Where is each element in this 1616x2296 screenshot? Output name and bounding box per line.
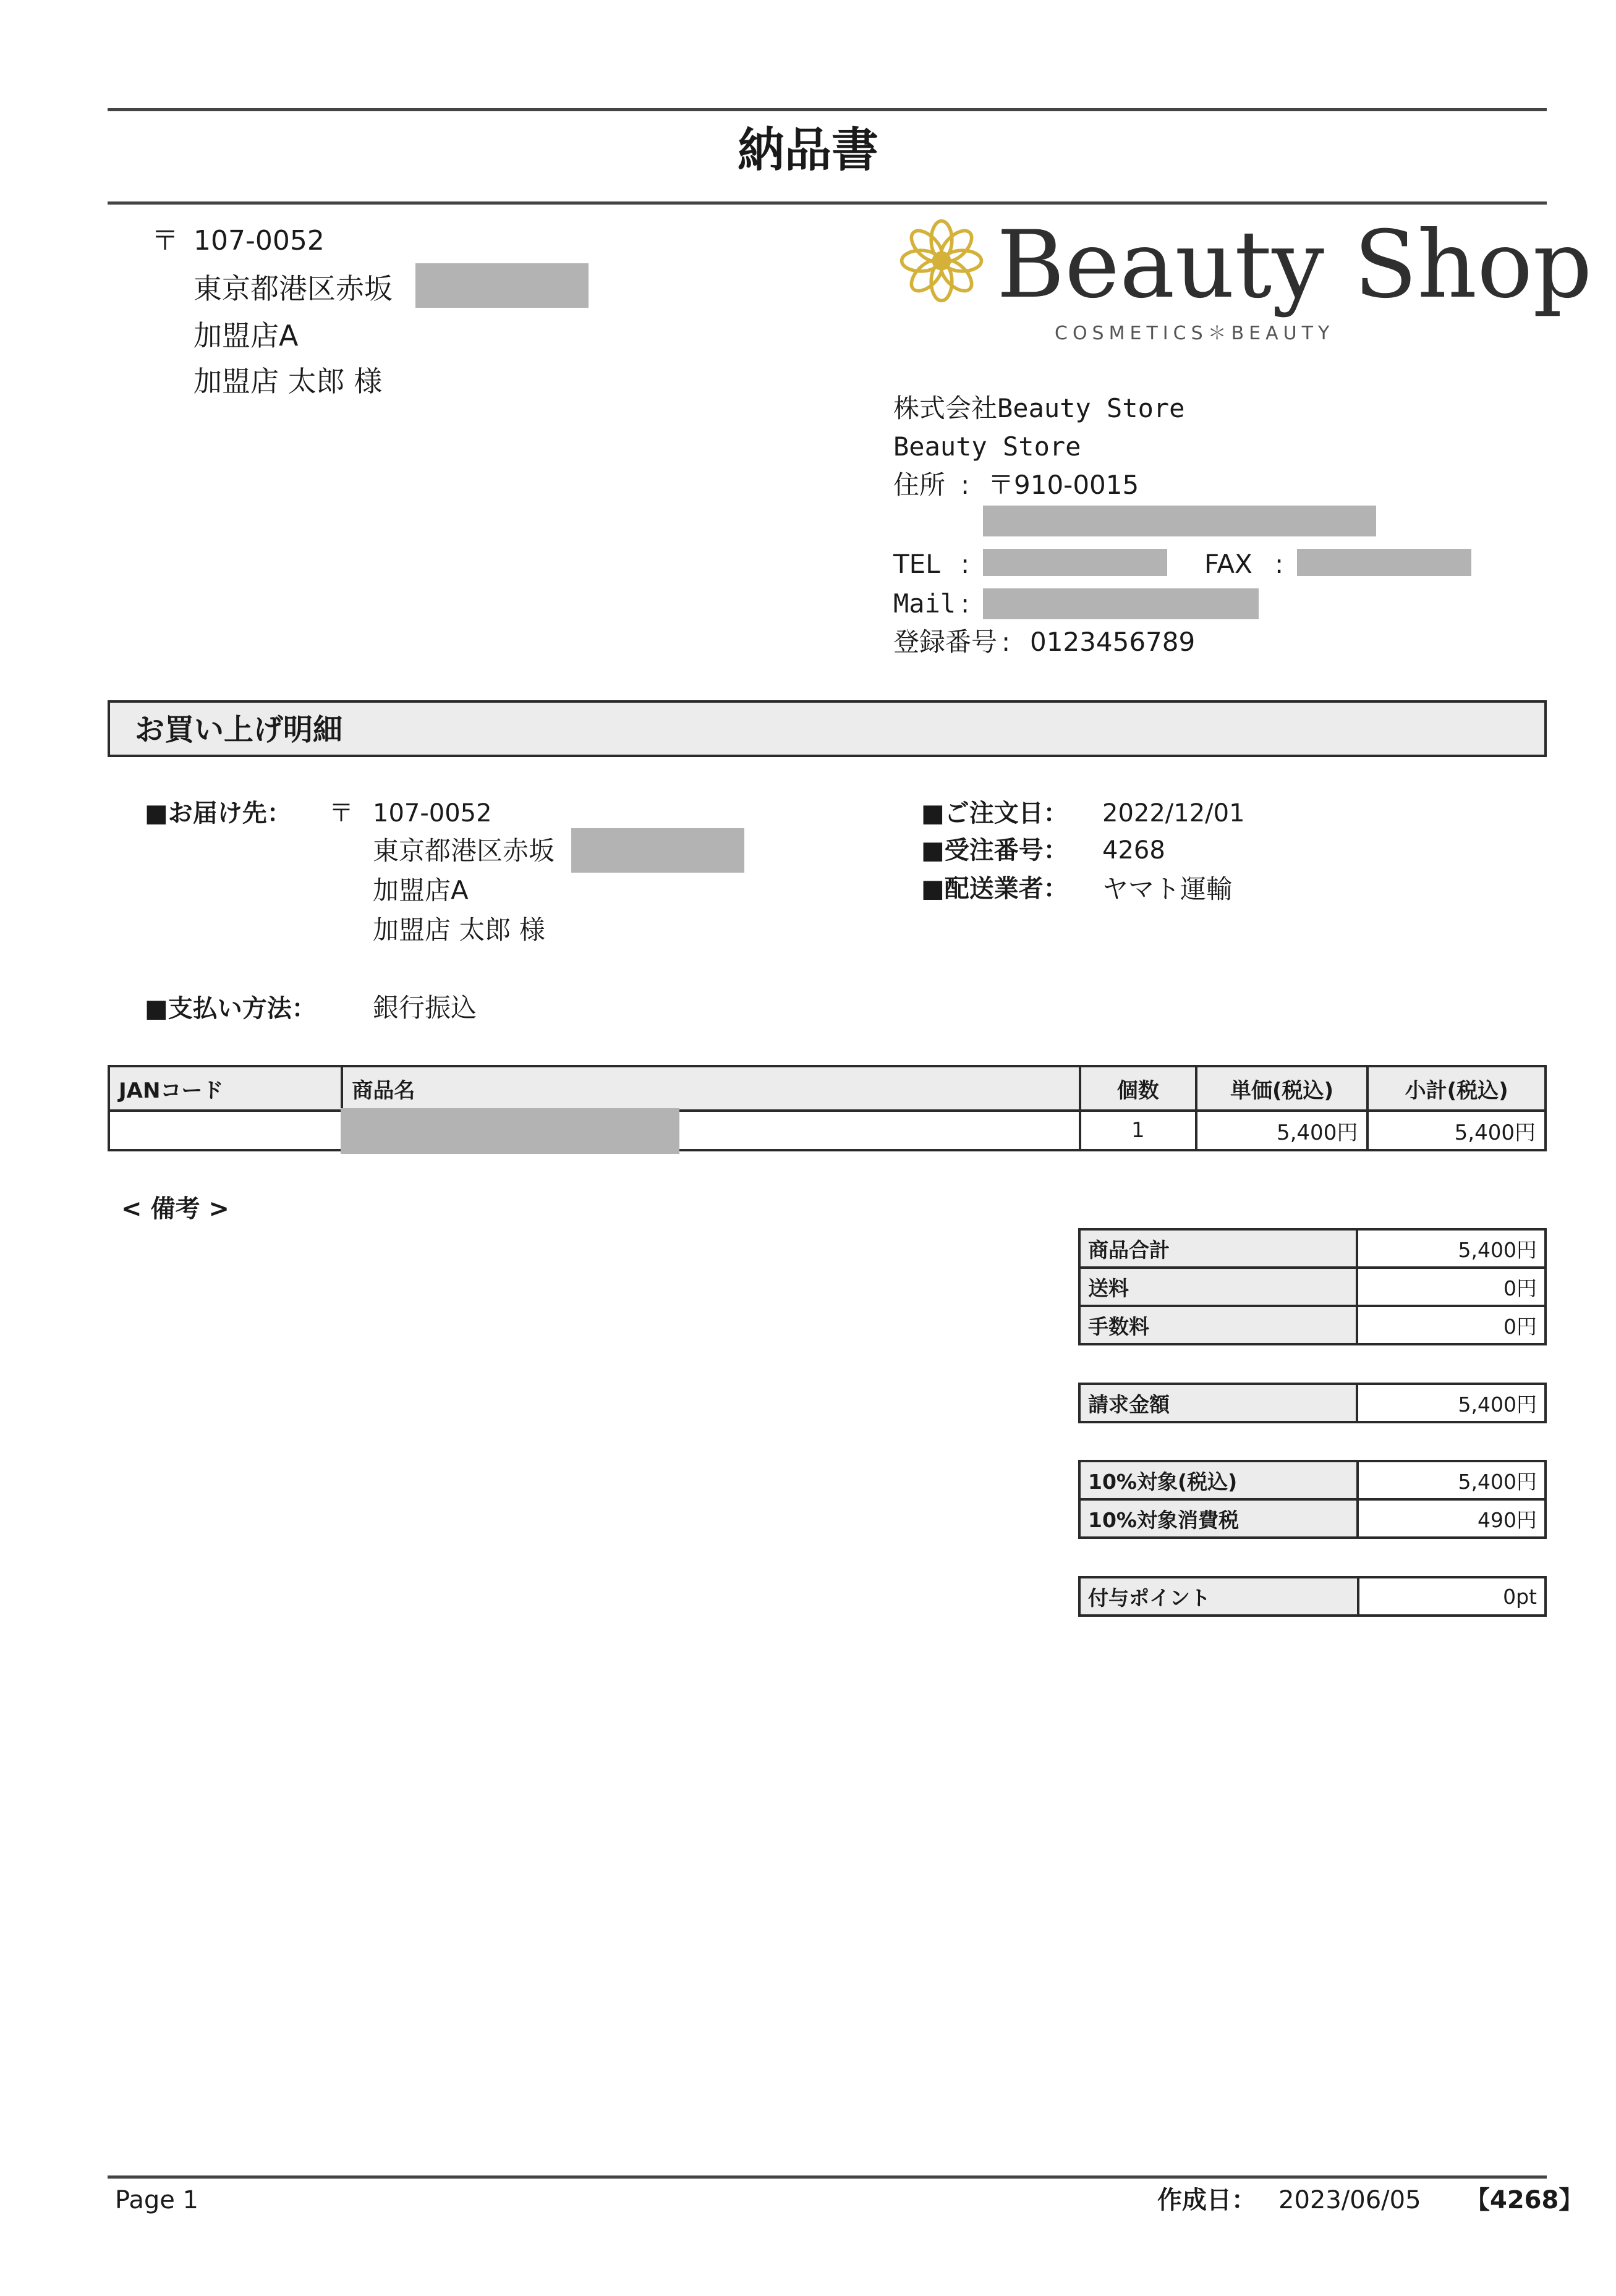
delivery-label: ■お届け先： [145,799,292,828]
item-subtotal: 5,400円 [1367,1111,1546,1150]
table-row [1079,1384,1546,1422]
order-date: 2022/12/01 [1102,799,1245,828]
order-no-label: ■受注番号： [921,836,1068,865]
table-row [1079,1229,1546,1268]
items-header-row [109,1066,1546,1111]
carrier-label: ■配送業者： [921,875,1068,903]
sender-reg-colon: : [1001,627,1011,657]
item-jan [109,1111,342,1150]
sender-mail-colon: : [961,588,970,619]
shipping-label: 送料 [1079,1268,1357,1306]
recipient-address: 東京都港区赤坂 [193,272,393,305]
recipient-name: 加盟店 太郎 様 [193,365,383,398]
delivery-address: 東京都港区赤坂 [373,836,555,866]
notes-label: < 備考 > [121,1195,229,1223]
payment-label: ■支払い方法： [145,994,317,1023]
points-value: 0pt [1358,1577,1546,1616]
sender-fax-colon: : [1275,549,1284,579]
sender-address-value: 〒910-0015 [988,470,1139,500]
billing-value: 5,400円 [1357,1384,1546,1422]
sender-address-label: 住所 [893,470,946,500]
totals-table [1078,1228,1547,1345]
sender-tel-colon: : [961,549,970,579]
recipient-postal-code: 107-0052 [193,225,325,256]
table-row [1079,1461,1546,1499]
item-qty: 1 [1080,1111,1196,1150]
tax-table [1078,1460,1547,1539]
details-section-title: お買い上げ明細 [135,713,343,747]
tax10-value: 490円 [1358,1499,1546,1538]
billing-label: 請求金額 [1079,1384,1357,1422]
recipient-postal-mark: 〒 [151,225,179,256]
order-no: 4268 [1102,836,1165,865]
table-row [109,1111,1546,1150]
items-table [108,1065,1547,1151]
sender-fax-label: FAX [1204,549,1252,579]
details-section-header [108,700,1547,757]
sender-store: Beauty Store [893,431,1081,462]
footer-page: Page 1 [115,2186,198,2214]
footer-order-ref: 【4268】 [1465,2186,1584,2214]
carrier-value: ヤマト運輸 [1102,874,1233,904]
logo-text: Beauty Shop [997,211,1593,319]
sender-company: 株式会社Beauty Store [893,393,1185,423]
sender-reg-value: 0123456789 [1030,627,1196,657]
fee-label: 手数料 [1079,1306,1357,1344]
goods-total-label: 商品合計 [1079,1229,1357,1268]
item-name-cell [342,1111,1080,1150]
sender-mail-label: Mail [893,588,956,619]
delivery-postal-code: 107-0052 [373,799,492,828]
sender-address-colon: : [961,470,970,500]
footer-rule [108,2175,1547,2179]
col-name-header: 商品名 [342,1066,1080,1111]
points-label: 付与ポイント [1079,1577,1358,1616]
redacted-block [983,506,1376,536]
col-qty-header: 個数 [1080,1066,1196,1111]
footer-created-date: 2023/06/05 [1278,2186,1421,2214]
col-jan-header: JANコード [109,1066,342,1111]
goods-total-value: 5,400円 [1357,1229,1546,1268]
tax10-base-label: 10%対象(税込) [1079,1461,1358,1499]
table-row [1079,1577,1546,1616]
item-unit-price: 5,400円 [1196,1111,1368,1150]
col-subtotal-header: 小計(税込) [1367,1066,1546,1111]
billing-table [1078,1383,1547,1423]
table-row [1079,1268,1546,1306]
payment-value: 銀行振込 [373,993,477,1023]
sender-tel-label: TEL [893,549,940,579]
redacted-block [415,263,589,308]
shipping-value: 0円 [1357,1268,1546,1306]
table-row [1079,1499,1546,1538]
table-row [1079,1306,1546,1344]
tax10-label: 10%対象消費税 [1079,1499,1358,1538]
col-unit-header: 単価(税込) [1196,1066,1368,1111]
redacted-block [1297,549,1471,576]
sender-reg-label: 登録番号 [893,627,998,657]
fee-value: 0円 [1357,1306,1546,1344]
title-top-rule [108,108,1547,111]
footer-created-label: 作成日： [1157,2186,1256,2214]
redacted-block [983,549,1167,576]
recipient-store: 加盟店A [193,319,299,352]
title-bottom-rule [108,201,1547,205]
redacted-block [983,588,1259,619]
delivery-store: 加盟店A [373,875,469,905]
redacted-block [571,828,744,873]
delivery-postal-mark: 〒 [329,799,354,828]
delivery-name: 加盟店 太郎 様 [373,915,545,945]
logo-tagline: COSMETICS＊BEAUTY [1055,323,1335,344]
document-title: 納品書 [738,122,878,177]
redacted-block [341,1108,679,1154]
flower-logo-icon [898,218,985,304]
points-table [1078,1576,1547,1617]
order-date-label: ■ご注文日： [921,799,1068,828]
tax10-base-value: 5,400円 [1358,1461,1546,1499]
